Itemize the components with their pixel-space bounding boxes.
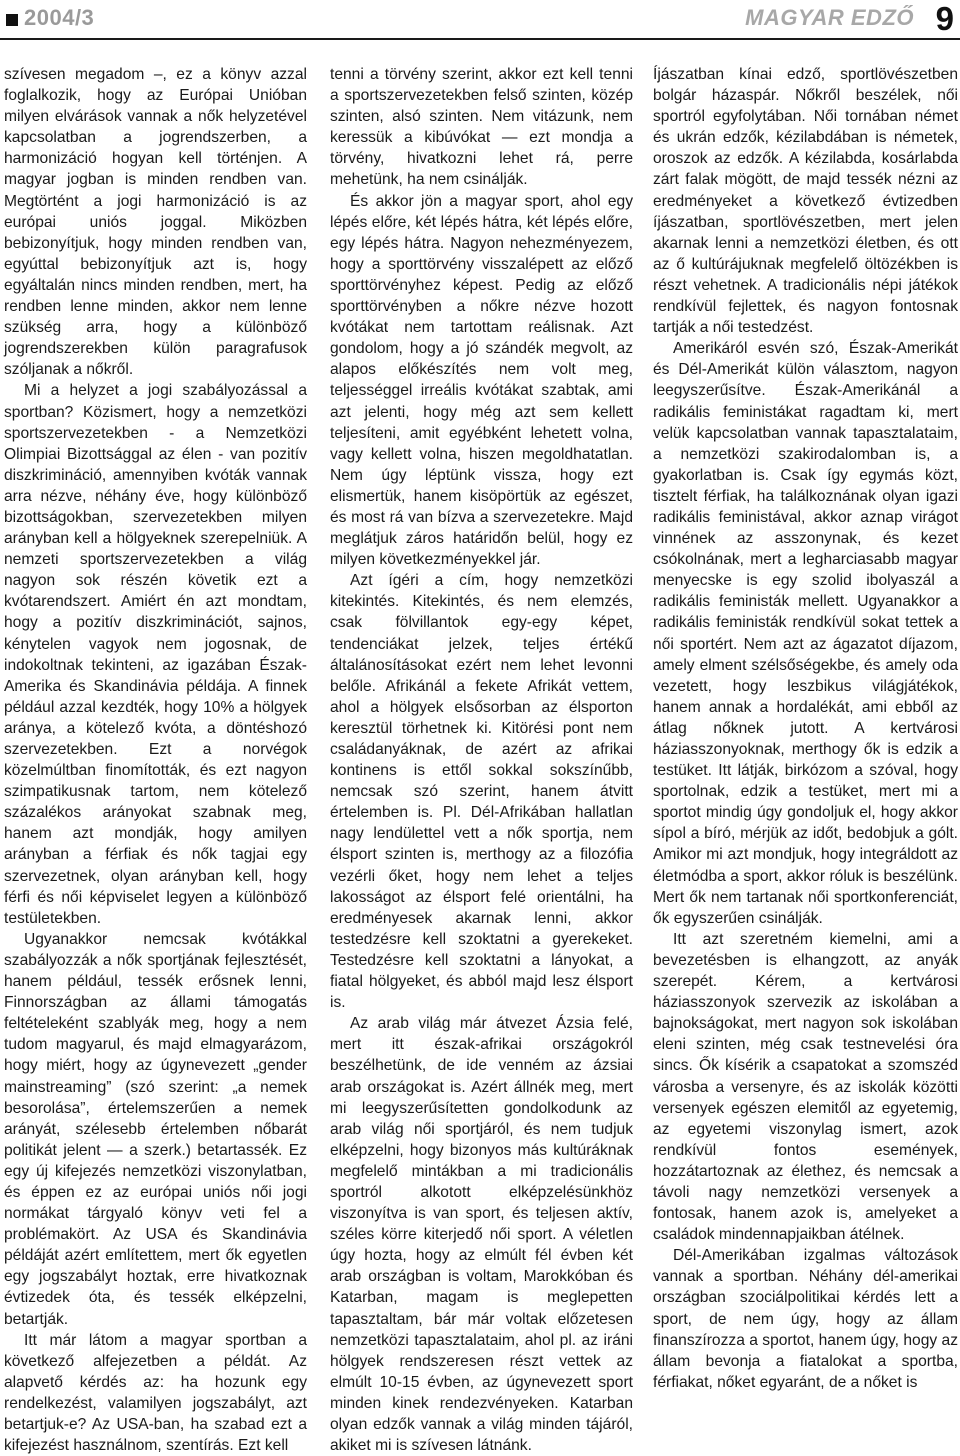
article-column-2 [330, 64, 633, 1455]
paragraph: Dél-Amerikában izgalmas változások vannak a sportban. Néhány dél-amerikai országban szociálpolitikai kérdés lett a sport, de nem úgy, hogy az állam finanszírozza a sportot, hanem úgy, hogy az állam bevonja a fiatalokat a sportba, férfiakat, nőket egyaránt, de a nőket is [653, 1247, 958, 1391]
paragraph: Itt azt szeretném kiemelni, ami a bevezetésben is elhangzott, az anyák szerepét. Kérem, a kertvárosi háziasszonyok szervezik az iskolában a bajnokságokat, mert nagyon sok iskolában eleni szinten, még csak testnevelési óra sincs. Ők kísérik a csapatokat a szomszéd városba a versenyre, és az iskolák közötti versenyek egészen elemitől az egyetemig, az egyetemi viszonylag ismert, azok rendkívül fontos események, hozzátartoznak az élethez, és nemcsak a távoli nagy nemzetközi versenyek a fontosak, hanem azok is, amelyeket a családok mindennapjaikban átélnek. [653, 930, 958, 1244]
paragraph: Azt ígéri a cím, hogy nemzetközi kitekintés. Kitekintés, és nem elemzés, csak fölvillantok egy-egy képet, tendenciákat jelzek, teljes értékű általánosításokat ezért nem lehet levonni belőle. Afrikánál a fekete Afrikát vettem, ahol a hölgyek elsősorban az élsporton keresztül törhetnek ki. Kitörési pont nem családanyáknak, de azért az afrikai kontinens is ettől sokkal sokszínűbb, nemcsak szó szerint, hanem átvitt értelemben is. Pl. Dél-Afrikában hallatlan nagy lendülettel vett a nők sportja, nem élsport szinten is, merthogy az a filozófia vezérli őket, hogy nem lehet a teljes lakosságot az élsport felé orientálni, ha eredményesek akarnak lenni, akkor testedzésre kell szoktatni a gyerekeket. Testedzésre kell szoktatni a lányokat, a fiatal hölgyeket, és abból majd lesz élsport is. [330, 572, 633, 1012]
paragraph: Az arab világ már átvezet Ázsia felé, mert itt észak-afrikai országokról beszélhetünk, de ide venném az ázsiai arab országokat is. Azért állnék meg, mert mi leegyszerűsítetten gondolkodunk az arab világ női sportjáról, és nem tudjuk elképzelni, hogy bizonyos más kultúráknak megfelelő mintákban a mi tradicionális sportról alkotott elképzelésünkhöz viszonyítva is van sport, és teljesen aktív, széles körre kiterjedő női sport. A véletlen úgy hozta, hogy az elmúlt fél évben két arab országban is voltam, Marokkóban és Katarban, magam is meglepetten tapasztaltam, bár már voltak előzetesen nemzetközi tapasztalataim, ahol pl. az iráni hölgyek rendszeresen részt vettek az elmúlt 10-15 évben, az úgynevezett sport minden kinek rendezvényeken. Katarban olyan edzők vannak a világ minden tájáról, akiket mi is szívesen látnánk. [330, 1015, 633, 1455]
header-rule [0, 38, 960, 40]
header-square-bullet [6, 14, 18, 26]
issue-number: 2004/3 [24, 5, 95, 30]
paragraph: Amerikáról esvén szó, Észak-Amerikát és Dél-Amerikát külön választom, nagyon leegyszerűsítve. Észak-Amerikánál a radikális feministákat ragadtam ki, mert velük kapcsolatban vannak tapasztalataim, a nemzetközi szakirodalomban is, a gyakorlatban is. Csak így egymás közt, tisztelt férfiak, ha találkoznának olyan igazi radikális feministával, akkor aznap virágot vinnének az asszonynak, és kezet csókolnának, mert a legharciasabb magyar menyecske is egy szolid ibolyaszál a radikális feministák mellett. Ugyanakkor a radikális feministák rendkívül sokat tettek a női sportért. Nem azt az ágazatot díjazom, amely elment szélsőségekbe, és amely oda vezetett, hogy leszbikus világjátékok, hanem annak a hordalékát, ami ebből az átlag nőknek jutott. A kertvárosi háziasszonyoknak, merthogy ők is edzik a testüket. Itt látják, birkózom a szóval, hogy sportolnak, edzik a testüket, mert mi a sportot mindig úgy gondoljuk el, hogy akkor sípol a bíró, mérjük az időt, bedobjuk a gólt. Amikor mi azt mondjuk, hogy integráldott az életmódba a sport, akkor róluk is beszélünk. Mert ők nem tartanak női sportkonferenciát, ők egyszerűen csinálják. [653, 340, 958, 927]
paragraph: tenni a törvény szerint, akkor ezt kell tenni a sportszervezetekben felső szinten, közép szinten, alsó szinten. Nem vitázunk, nem keressük a kibúvókat — ezt mondja a törvény, hivatkozni lehet rá, perre mehetünk, ha nem csinálják. [330, 66, 633, 189]
paragraph: Mi a helyzet a jogi szabályozással a sportban? Közismert, hogy a nemzetközi sportszervezetekben - a Nemzetközi Olimpiai Bizottsággal az élen - van pozitív diszkrimináció, amennyiben kvóták vannak arra nézve, néhány éve, hogy különböző bizottságokban, szervezetekben milyen arányban kell a hölgyeknek szerepelniük. A nemzeti sportszervezetekben a világ nagyon sok részén követik ezt a kvótarendszert. Amiért én azt mondtam, hogy a pozitív diszkriminációt, sajnos, kénytelen vagyok nem jogosnak, de indokoltnak tekinteni, az igazában Észak-Amerika és Skandinávia példája. A finnek például azzal kezdték, hogy 10% a hölgyek aránya, a kötelező kvóta, a döntéshozó szervezetekben. Ezt a norvégok közelmúltban finomították, és ezt nagyon szimpatikusnak tartom, nem kötelező százalékos arányokat szabnak meg, hanem azt mondják, hogy amilyen arányban a férfiak és nők tagjai egy szervezetnek, olyan arányban kell, hogy férfi és női képviselet legyen a különböző testületekben. [4, 382, 307, 927]
paragraph: És akkor jön a magyar sport, ahol egy lépés előre, két lépés hátra, két lépés előre, egy lépés hátra. Nagyon nehezményezem, hogy a sporttörvény visszalépett az előző sporttörvényhez képest. Pedig az előző sporttörvényben a nőkre nézve hozott kvótákat nem tartottam reálisnak. Azt gondolom, hogy a jó szándék megvolt, az alapos előkészítés nem volt meg, teljességgel irreális kvótákat szabtak, ami azt jelenti, hogy még azt sem kellett teljesíteni, amit egyébként lehetett volna, vagy kellett volna, hiszen megoldhatatlan. Nem úgy léptünk vissza, hogy ezt elismertük, hanem kisöpörtük az egészet, és most rá van bízva a szervezetekre. Majd meglátjuk záros határidőn belül, hogy ez milyen következményekkel jár. [330, 192, 633, 569]
paragraph: szívesen megadom –, ez a könyv azzal foglalkozik, hogy az Európai Unióban milyen elvárások vannak a nők helyzetével kapcsolatban a jogrendszerben, a harmonizáció hogyan kell történjen. A magyar jogban is minden rendben van. Megtörtént a jogi harmonizáció is az európai uniós joggal. Miközben bebizonyítjuk, hogy minden rendben van, egyúttal bebizonyítjuk azt is, hogy egyáltalán nincs minden rendben, mert, ha rendben lenne minden, akkor nem lenne szükség arra, hogy a különböző jogrendszerekben külön paragrafusok szóljanak a nőkről. [4, 66, 307, 379]
article-column-3 [653, 64, 958, 1435]
paragraph: Itt már látom a magyar sportban a következő alfejezetben a példát. Az alapvető kérdés az: ha hozunk egy rendelkezést, valamilyen jogszabályt, azt betartjuk-e? Az USA-ban, ha szabad ezt a kifejezést használnom, szentírás. Ezt kell [4, 1331, 307, 1455]
paragraph: Íjászatban kínai edző, sportlövészetben bolgár házaspár. Nőkről beszélek, női sportról egyfolytában. Női tornában német és ukrán edzők, kézilabdában is németek, oroszok az edzők. A kézilabda, kosárlabda zárt falak mögött, de majd tessék nézni az eredményeket a következő évtizedben íjászatban, sportlövészetben, mert jelen akarnak lenni a nemzetközi életben, és ott az ő kultúrájuknak megfelelő öltözékben is részt vehetnek. A tradicionális népi játékok rendkívül fejlettek, és nagyon fontosnak tartják a női testedzést. [653, 66, 958, 337]
paragraph: Ugyanakkor nemcsak kvótákkal szabályozzák a nők sportjának fejlesztését, hanem például, tessék erősnek lenni, Finnországban az állami támogatás feltételeként szablyák meg, hogy a nem tudom magyarul, és majd elmagyarázom, hogy miért, hogy az úgynevezett „gender mainstreaming” (szó szerint: „a nemek besorolása”, értelemszerűen a nemek arányát, szélesebb értelemben nőbarát politikát jelent — a szerk.) betartassék. Ez egy új kifejezés nemzetközi viszonylatban, és éppen ez az európai uniós női jogi normákat tárgyaló könyv veti fel a problémakört. Az USA és Skandinávia példáját azért említettem, mert ők egyetlen egy jogszabályt hoztak, erre hivatkoznak évtizedek óta, és tessék elképzelni, betartják. [4, 930, 307, 1328]
page-header [0, 0, 960, 40]
page-number: 9 [935, 0, 954, 37]
magazine-title: MAGYAR EDZŐ [745, 5, 914, 30]
article-column-1 [4, 64, 307, 1455]
